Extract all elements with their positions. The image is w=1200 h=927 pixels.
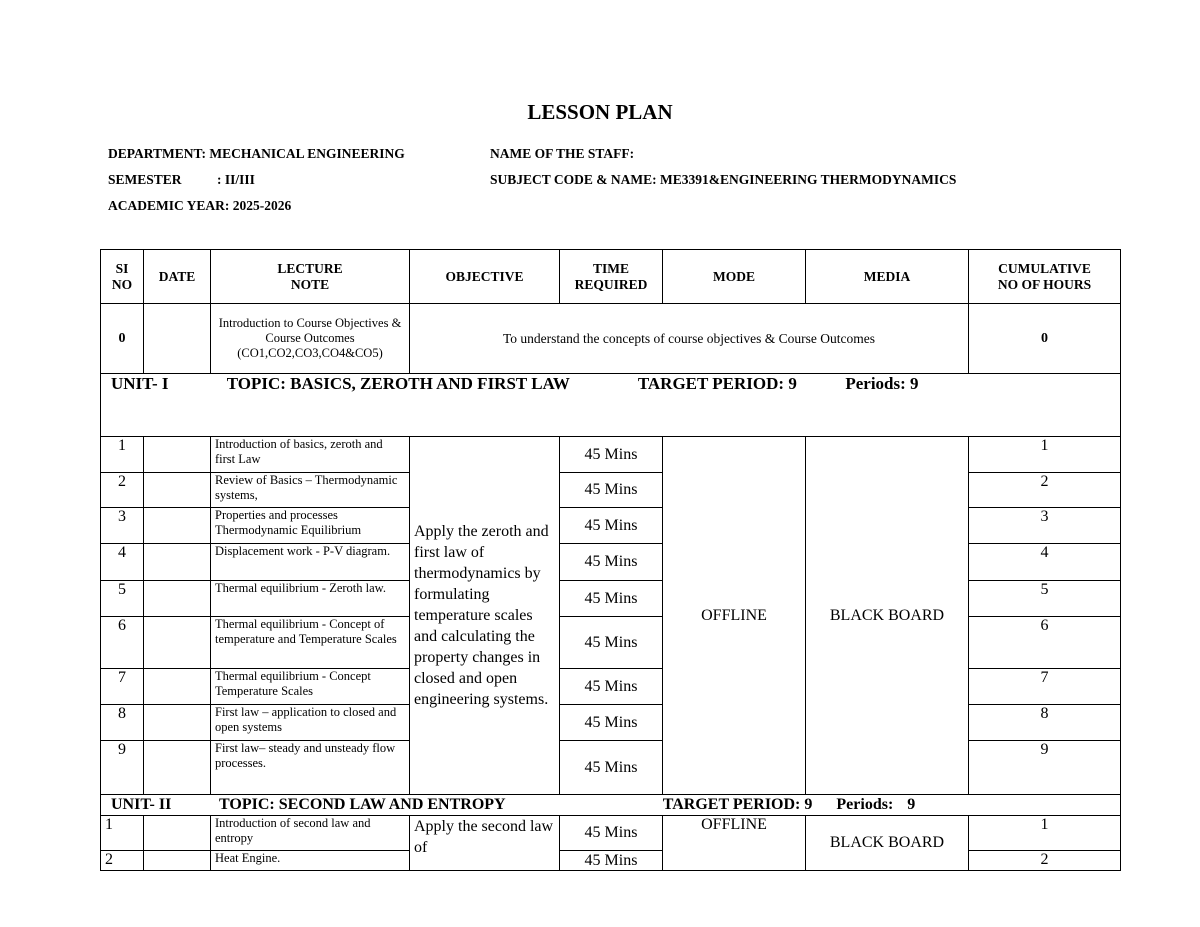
date-cell (144, 705, 211, 741)
unit-target-period: TARGET PERIOD: 9 (662, 796, 813, 813)
intro-cumulative: 0 (969, 304, 1121, 374)
cumulative-cell: 4 (969, 544, 1121, 581)
unit-header-row-2 (101, 795, 1121, 816)
date-cell (144, 617, 211, 669)
column-header-si-no: SI NO (101, 250, 144, 304)
unit-periods-value: 9 (907, 796, 916, 813)
intro-objective: To understand the concepts of course objectives & Course Outcomes (410, 304, 969, 374)
si-no-cell: 6 (101, 617, 144, 669)
column-header-objective: OBJECTIVE (410, 250, 560, 304)
lecture-note-cell: Heat Engine. (211, 851, 410, 871)
si-no-cell: 2 (101, 473, 144, 508)
unit-topic: TOPIC: BASICS, ZEROTH AND FIRST LAW (226, 374, 570, 393)
time-required-cell: 45 Mins (560, 705, 663, 741)
page-title: LESSON PLAN (527, 100, 673, 124)
si-no-cell: 8 (101, 705, 144, 741)
unit-target-period: TARGET PERIOD: 9 (637, 374, 797, 393)
intro-lecture-note: Introduction to Course Objectives & Course Outcomes (CO1,CO2,CO3,CO4&CO5) (211, 304, 410, 374)
time-required-cell: 45 Mins (560, 544, 663, 581)
lecture-note-cell: Introduction of second law and entropy (211, 816, 410, 851)
department-label: DEPARTMENT: MECHANICAL ENGINEERING (108, 146, 405, 161)
unit-header-row (101, 374, 1121, 437)
time-required-cell: 45 Mins (560, 437, 663, 473)
time-required-cell: 45 Mins (560, 669, 663, 705)
lecture-note-cell: First law – application to closed and open systems (211, 705, 410, 741)
column-header-cumulative-hours: CUMULATIVE NO OF HOURS (969, 250, 1121, 304)
subject-code-label: SUBJECT CODE & NAME: ME3391&ENGINEERING THERMODYNAMICS (490, 172, 957, 187)
media-cell: BLACK BOARD (806, 437, 969, 795)
unit-periods: Periods: (836, 796, 894, 813)
intro-si-no: 0 (101, 304, 144, 374)
lecture-note-cell: Displacement work - P-V diagram. (211, 544, 410, 581)
time-required-cell: 45 Mins (560, 851, 663, 871)
mode-cell: OFFLINE (663, 437, 806, 795)
column-header-lecture-note: LECTURE NOTE (211, 250, 410, 304)
column-header-mode: MODE (663, 250, 806, 304)
si-no-cell: 2 (101, 851, 144, 871)
si-no-cell: 1 (101, 816, 144, 851)
cumulative-cell: 7 (969, 669, 1121, 705)
lecture-note-cell: First law– steady and unsteady flow processes. (211, 741, 410, 795)
lecture-note-cell: Thermal equilibrium - Zeroth law. (211, 581, 410, 617)
mode-cell: OFFLINE (663, 816, 806, 871)
unit-objective-cell: Apply the zeroth and first law of thermodynamics by formulating temperature scales and calculating the property changes in closed and open engineering systems. (410, 437, 560, 795)
intro-row (101, 304, 1121, 374)
column-header-time-required: TIME REQUIRED (560, 250, 663, 304)
semester-value: : II/III (217, 172, 255, 187)
academic-year-label: ACADEMIC YEAR: 2025-2026 (108, 198, 292, 213)
si-no-cell: 1 (101, 437, 144, 473)
column-header-media: MEDIA (806, 250, 969, 304)
si-no-cell: 3 (101, 508, 144, 544)
unit-periods: Periods: 9 (845, 374, 919, 393)
cumulative-cell: 8 (969, 705, 1121, 741)
staff-name-label: NAME OF THE STAFF: (490, 146, 635, 161)
cumulative-cell: 5 (969, 581, 1121, 617)
date-cell (144, 437, 211, 473)
si-no-cell: 9 (101, 741, 144, 795)
date-cell (144, 581, 211, 617)
time-required-cell: 45 Mins (560, 816, 663, 851)
intro-date (144, 304, 211, 374)
si-no-cell: 4 (101, 544, 144, 581)
lecture-note-cell: Thermal equilibrium - Concept Temperature Scales (211, 669, 410, 705)
date-cell (144, 816, 211, 851)
column-header-date: DATE (144, 250, 211, 304)
cumulative-cell: 2 (969, 851, 1121, 871)
table-row (101, 816, 1121, 851)
date-cell (144, 669, 211, 705)
time-required-cell: 45 Mins (560, 581, 663, 617)
time-required-cell: 45 Mins (560, 508, 663, 544)
lecture-note-cell: Introduction of basics, zeroth and first Law (211, 437, 410, 473)
table-row (101, 437, 1121, 473)
unit-label: UNIT- I (111, 374, 169, 393)
si-no-cell: 7 (101, 669, 144, 705)
media-cell: BLACK BOARD (806, 816, 969, 871)
date-cell (144, 741, 211, 795)
time-required-cell: 45 Mins (560, 473, 663, 508)
semester-label: SEMESTER (108, 172, 182, 187)
cumulative-cell: 3 (969, 508, 1121, 544)
cumulative-cell: 2 (969, 473, 1121, 508)
date-cell (144, 851, 211, 871)
time-required-cell: 45 Mins (560, 617, 663, 669)
lecture-note-cell: Properties and processes Thermodynamic Equilibrium (211, 508, 410, 544)
time-required-cell: 45 Mins (560, 741, 663, 795)
lecture-note-cell: Review of Basics – Thermodynamic systems, (211, 473, 410, 508)
date-cell (144, 508, 211, 544)
cumulative-cell: 6 (969, 617, 1121, 669)
unit-objective-cell: Apply the second law of (410, 816, 560, 871)
si-no-cell: 5 (101, 581, 144, 617)
cumulative-cell: 9 (969, 741, 1121, 795)
unit-label: UNIT- II (111, 796, 172, 813)
date-cell (144, 473, 211, 508)
lecture-note-cell: Thermal equilibrium - Concept of temperature and Temperature Scales (211, 617, 410, 669)
cumulative-cell: 1 (969, 437, 1121, 473)
date-cell (144, 544, 211, 581)
lesson-plan-table (100, 249, 1121, 871)
cumulative-cell: 1 (969, 816, 1121, 851)
table-header-row (101, 250, 1121, 304)
unit-topic: TOPIC: SECOND LAW AND ENTROPY (219, 796, 506, 813)
